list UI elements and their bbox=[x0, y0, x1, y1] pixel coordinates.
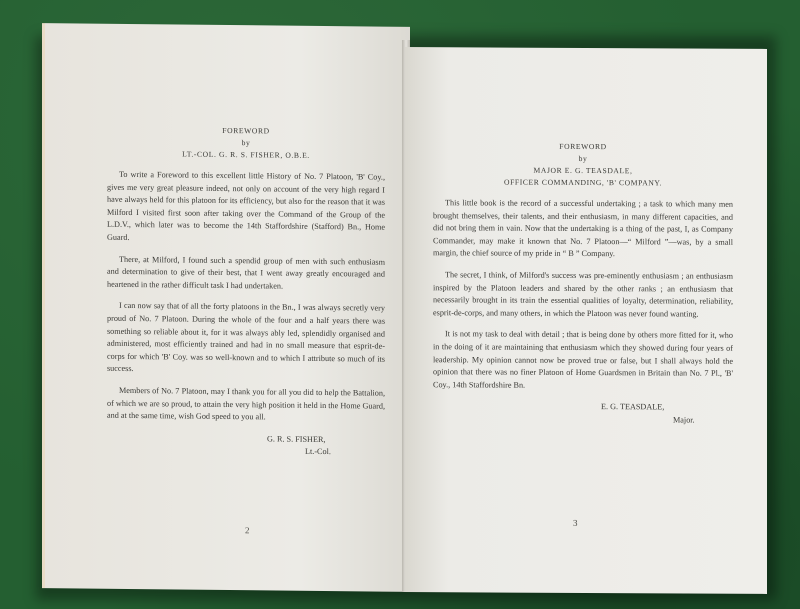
right-author-line: MAJOR E. G. TEASDALE, bbox=[533, 165, 633, 176]
right-paragraph-1: This little book is the record of a successful undertaking ; a task to which many men brought themselves, their talents, and their enthusiasm, in many different capacities, and did not bring them in vain. Now that the undertaking is a thing of the past, I, as Company Commander, may make it known that No. 7 Platoon—“ Milford ”—was, by a small margin, the chief source of my pride in “ B ” Company. bbox=[433, 198, 733, 259]
right-page bbox=[405, 47, 767, 594]
left-paragraph-4: Members of No. 7 Platoon, may I thank you for all you did to help the Battalion, of which we are so proud, to attain the very high position it held in the Home Guard, and at the same time, wish God speed to you all. bbox=[107, 385, 385, 422]
right-signature: E. G. TEASDALE, bbox=[601, 402, 665, 412]
right-page-number: 3 bbox=[573, 517, 578, 528]
right-heading: FOREWORD bbox=[559, 141, 607, 152]
left-paragraph-1: To write a Foreword to this excellent little History of No. 7 Platoon, 'B' Coy., gives me very great pleasure indeed, not only on account of the very high regard I have always held for this platoon for its efficiency, but also for the reason that it was Milford I visited first soon after taking over the Command of the Group of the L.D.V., which later was to become the 14th Staffordshire (Stafford) Bn., Home Guard. bbox=[107, 169, 385, 242]
left-paragraph-2: There, at Milford, I found such a spendid group of men with such enthusiasm and determination to give of their best, that I went away greatly encouraged and heartened in the rather difficult task I had undertaken. bbox=[107, 254, 385, 291]
left-paragraph-3: I can now say that of all the forty platoons in the Bn., I was always secretly very proud of No. 7 Platoon. During the whole of the four and a half years there was something so reliable about it, for it was always ably led, splendidly organised and administered, most efficiently trained and had in no small measure that esprit-de-corps for which 'B' Coy. was so well-known and to which I attribute so much of its success. bbox=[107, 301, 385, 374]
left-by: by bbox=[241, 138, 251, 148]
right-author-role: OFFICER COMMANDING, 'B' COMPANY. bbox=[503, 177, 663, 188]
left-page-number: 2 bbox=[245, 525, 250, 536]
right-rank: Major. bbox=[673, 415, 695, 425]
left-signature: G. R. S. FISHER, bbox=[267, 434, 326, 444]
right-paragraph-2: The secret, I think, of Milford's success was pre-eminently enthusiasm ; an enthusiasm inspired by the Platoon leaders and shared by the other ranks ; an enthusiasm that necessarily brought in its train the essential qualities of loyalty, determination, reliability, esprit-de-corps, and many others, in which the Platoon was never found wanting. bbox=[433, 270, 733, 319]
right-paragraph-3: It is not my task to deal with detail ; that is being done by others more fitted for it, who in the doing of it are maintaining that enthusiasm which they showed during four years of leadership. My opinion cannot now be proved true or false, but I shall always hold the opinion that there was no finer Platoon of Home Guardsmen in Britain than No. 7 Pl., 'B' Coy., 14th Staffordshire Bn. bbox=[433, 329, 733, 390]
left-page bbox=[42, 23, 410, 592]
right-by: by bbox=[578, 153, 588, 164]
left-rank: Lt.-Col. bbox=[305, 447, 331, 457]
left-page-content bbox=[107, 124, 385, 460]
right-page-content bbox=[433, 140, 733, 427]
left-heading: FOREWORD bbox=[222, 125, 270, 136]
left-author-line: LT.-COL. G. R. S. FISHER, O.B.E. bbox=[182, 149, 310, 160]
